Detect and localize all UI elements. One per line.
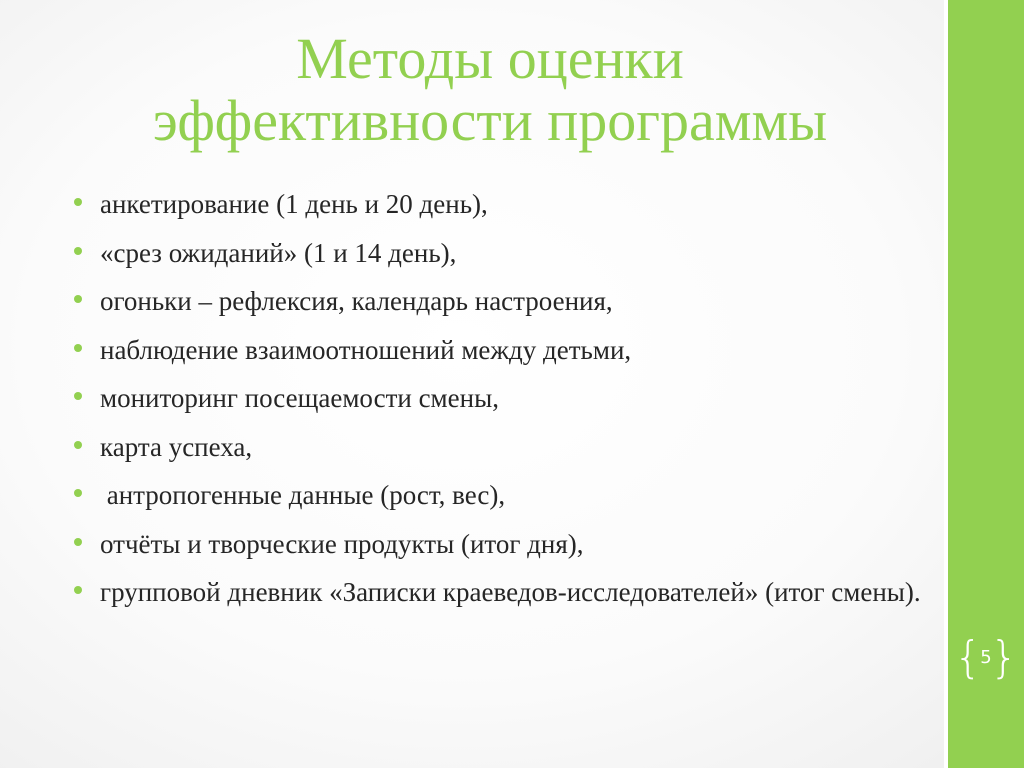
bullet-text: отчёты и творческие продукты (итог дня), [100, 528, 584, 559]
bullet-dot-icon [74, 392, 82, 400]
bullet-item [72, 576, 932, 608]
page-number: 5 [980, 647, 992, 668]
bullet-item [72, 188, 932, 220]
bullet-item [72, 479, 932, 511]
bullet-dot-icon [74, 489, 82, 497]
bullet-dot-icon [74, 247, 82, 255]
bullet-dot-icon [74, 538, 82, 546]
bullet-text: мониторинг посещаемости смены, [100, 383, 499, 413]
bullet-item [72, 382, 932, 414]
bullet-text: антропогенные данные (рост, вес), [100, 480, 506, 510]
bullet-item [72, 431, 932, 463]
right-brace-icon: } [990, 632, 1018, 683]
bullet-list [72, 188, 932, 625]
title-line-2: эффективности программы [152, 88, 828, 153]
page-number-box [956, 628, 1016, 688]
bullet-dot-icon [74, 295, 82, 303]
bullet-text: анкетирование (1 день и 20 день), [100, 189, 488, 219]
bullet-text: «срез ожиданий» (1 и 14 день), [100, 237, 457, 268]
bullet-dot-icon [74, 344, 82, 352]
slide-title [40, 28, 940, 152]
bullet-text: огоньки – рефлексия, календарь настроения, [100, 286, 613, 316]
bullet-item [72, 237, 932, 269]
bullet-dot-icon [74, 586, 82, 594]
bullet-dot-icon [74, 441, 82, 449]
bullet-text: наблюдение взаимоотношений между детьми, [100, 334, 632, 365]
title-line-1: Методы оценки [296, 26, 684, 91]
bullet-item [72, 334, 932, 366]
bullet-dot-icon [74, 198, 82, 206]
bullet-item [72, 528, 932, 560]
bullet-text: групповой дневник «Записки краеведов-исследователей» (итог смены). [100, 577, 921, 607]
bullet-item [72, 285, 932, 317]
left-brace-icon: { [954, 632, 982, 683]
bullet-text: карта успеха, [100, 431, 253, 462]
